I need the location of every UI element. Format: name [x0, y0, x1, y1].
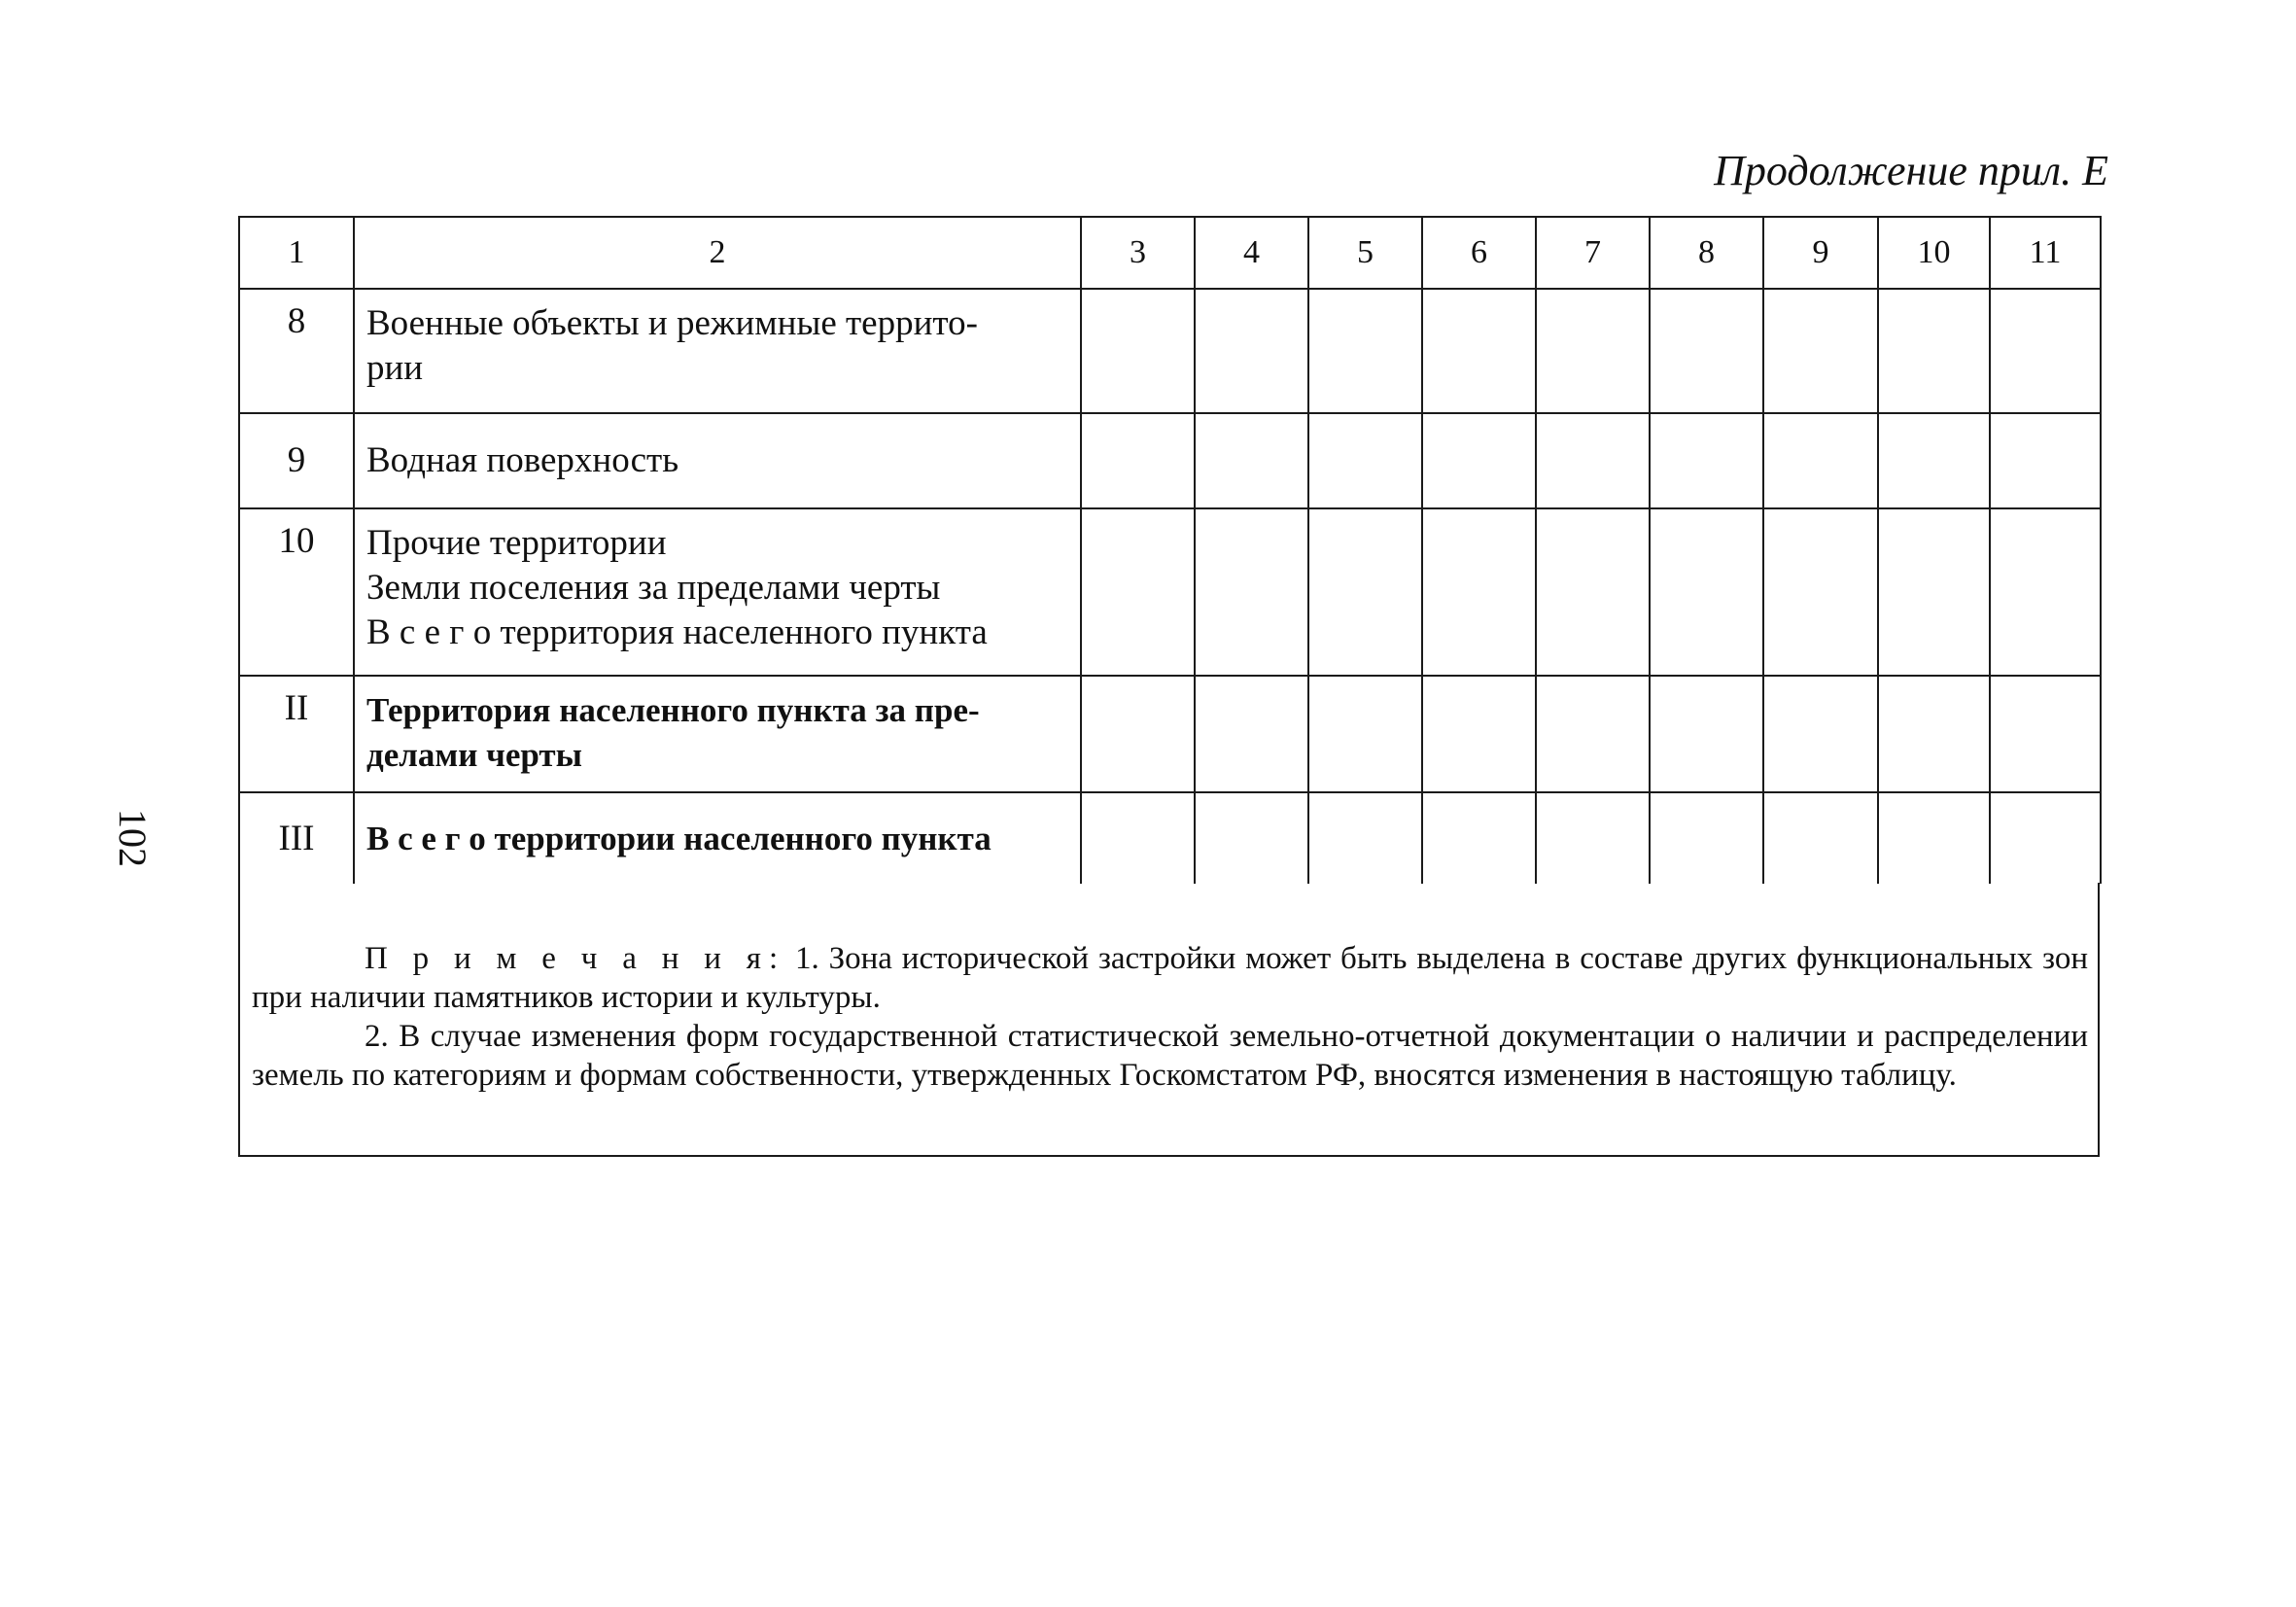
- row-name-line: делами черты: [366, 736, 582, 774]
- row-name: [354, 508, 1081, 676]
- row-number: 10: [239, 508, 354, 676]
- row-name: [354, 676, 1081, 792]
- empty-cell: [1422, 676, 1536, 792]
- empty-cell: [1195, 413, 1308, 508]
- row-name: [354, 289, 1081, 413]
- row-name-line: Водная поверхность: [366, 440, 679, 480]
- empty-cell: [1536, 676, 1650, 792]
- empty-cell: [1650, 676, 1763, 792]
- row-number: II: [239, 676, 354, 792]
- empty-cell: [1536, 413, 1650, 508]
- row-name-line: Прочие территории: [366, 523, 667, 563]
- table-row: [239, 508, 2101, 676]
- empty-cell: [1081, 508, 1195, 676]
- column-header: 7: [1536, 217, 1650, 289]
- column-header: 5: [1308, 217, 1422, 289]
- column-header: 1: [239, 217, 354, 289]
- empty-cell: [1990, 792, 2101, 884]
- empty-cell: [1195, 792, 1308, 884]
- empty-cell: [1308, 508, 1422, 676]
- row-name-line: рии: [366, 348, 424, 388]
- notes-label: П р и м е ч а н и я:: [365, 941, 786, 976]
- empty-cell: [1878, 413, 1990, 508]
- note-1-text: 1. Зона исторической застройки может быть выделена в составе других функциональных зон при наличии памятников истории и культуры.: [252, 941, 2089, 1015]
- empty-cell: [1878, 508, 1990, 676]
- empty-cell: [1763, 508, 1878, 676]
- empty-cell: [1081, 413, 1195, 508]
- empty-cell: [1081, 289, 1195, 413]
- table-row: [239, 289, 2101, 413]
- continuation-heading: Продолжение прил. Е: [1714, 147, 2108, 194]
- row-number: 9: [239, 413, 354, 508]
- empty-cell: [1763, 676, 1878, 792]
- row-name-line: В с е г о территории населенного пункта: [366, 819, 991, 857]
- table-row: [239, 676, 2101, 792]
- empty-cell: [1536, 289, 1650, 413]
- column-header: 10: [1878, 217, 1990, 289]
- empty-cell: [1763, 792, 1878, 884]
- empty-cell: [1195, 676, 1308, 792]
- row-name-line: Территория населенного пункта за пре-: [366, 691, 980, 729]
- page-number: 102: [111, 809, 155, 867]
- empty-cell: [1990, 413, 2101, 508]
- empty-cell: [1422, 289, 1536, 413]
- row-name-line: Земли поселения за пределами черты: [366, 568, 941, 608]
- empty-cell: [1990, 508, 2101, 676]
- empty-cell: [1308, 413, 1422, 508]
- empty-cell: [1422, 508, 1536, 676]
- column-header: 3: [1081, 217, 1195, 289]
- empty-cell: [1308, 676, 1422, 792]
- row-name: [354, 792, 1081, 884]
- column-header: 9: [1763, 217, 1878, 289]
- empty-cell: [1763, 289, 1878, 413]
- table-row: [239, 413, 2101, 508]
- row-name-line: В с е г о территория населенного пункта: [366, 612, 988, 652]
- note-paragraph-2: [252, 1017, 2088, 1095]
- note-paragraph-1: [252, 939, 2088, 1017]
- empty-cell: [1878, 792, 1990, 884]
- empty-cell: [1422, 792, 1536, 884]
- row-name: [354, 413, 1081, 508]
- empty-cell: [1650, 413, 1763, 508]
- empty-cell: [1195, 289, 1308, 413]
- notes-text: [252, 939, 2088, 1095]
- empty-cell: [1650, 289, 1763, 413]
- empty-cell: [1536, 792, 1650, 884]
- column-header: 11: [1990, 217, 2101, 289]
- table-header-row: [239, 217, 2101, 289]
- note-2-text: 2. В случае изменения форм государственной статистической земельно-отчетной документации о наличии и распределении земель по категориям и формам собственности, утвержденных Госкомстатом РФ, вносятся изменения в настоящую таблицу.: [252, 1019, 2088, 1093]
- column-header: 6: [1422, 217, 1536, 289]
- empty-cell: [1990, 289, 2101, 413]
- table-row: [239, 792, 2101, 884]
- row-number: 8: [239, 289, 354, 413]
- empty-cell: [1990, 676, 2101, 792]
- empty-cell: [1536, 508, 1650, 676]
- row-name-line: Военные объекты и режимные террито-: [366, 303, 978, 343]
- empty-cell: [1081, 792, 1195, 884]
- empty-cell: [1878, 676, 1990, 792]
- empty-cell: [1308, 289, 1422, 413]
- empty-cell: [1308, 792, 1422, 884]
- column-header: 2: [354, 217, 1081, 289]
- column-header: 8: [1650, 217, 1763, 289]
- empty-cell: [1878, 289, 1990, 413]
- empty-cell: [1195, 508, 1308, 676]
- empty-cell: [1763, 413, 1878, 508]
- empty-cell: [1422, 413, 1536, 508]
- land-use-table: [238, 216, 2102, 884]
- empty-cell: [1650, 508, 1763, 676]
- column-header: 4: [1195, 217, 1308, 289]
- empty-cell: [1081, 676, 1195, 792]
- empty-cell: [1650, 792, 1763, 884]
- row-number: III: [239, 792, 354, 884]
